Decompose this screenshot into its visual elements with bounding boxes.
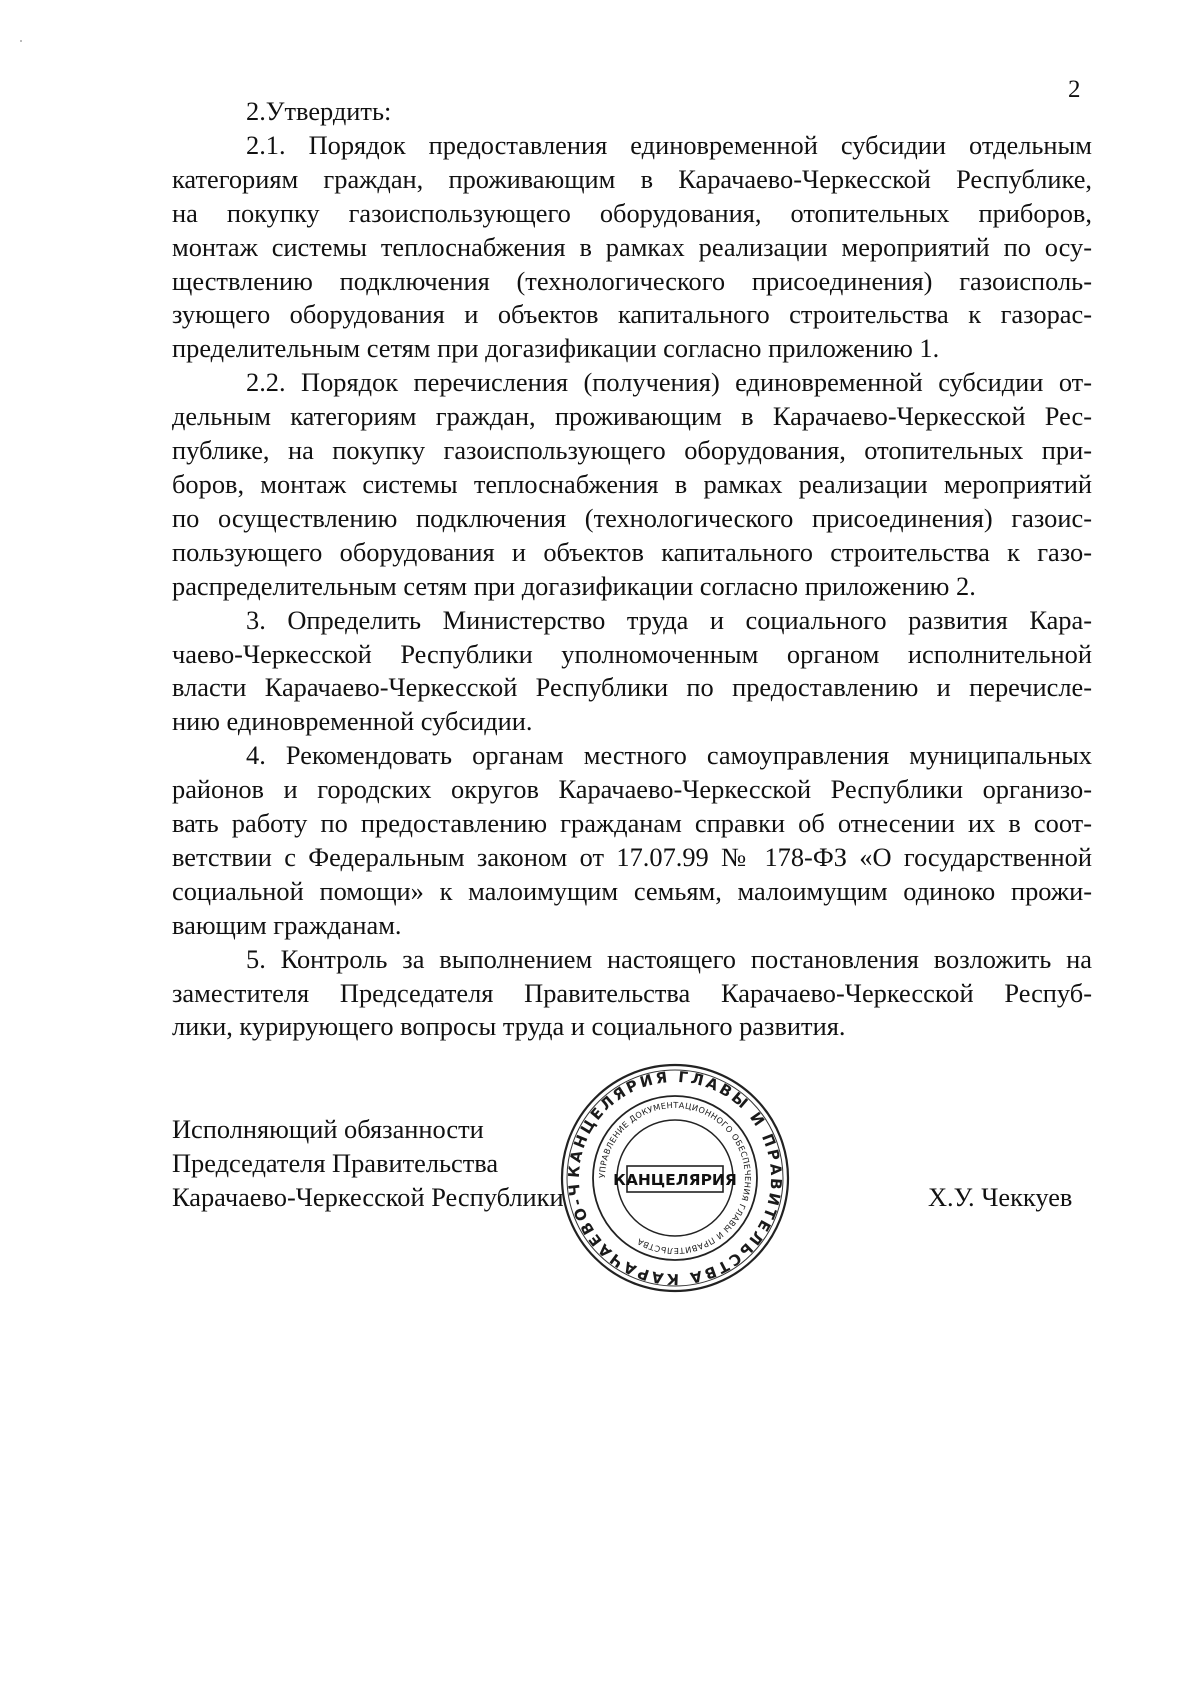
paragraph <box>172 129 1092 366</box>
paragraph-line: 5. Контроль за выполнением настоящего постановления возложить на <box>246 943 1092 974</box>
paragraph-line: категориям граждан, проживающим в Карачаево-Черкесской Республике, <box>172 163 1092 194</box>
paragraph-line: распределительным сетям при догазификации согласно приложению 2. <box>172 570 976 601</box>
paragraph-line: 3. Определить Министерство труда и социального развития Кара- <box>246 604 1092 635</box>
paragraph-line: 4. Рекомендовать органам местного самоуправления муниципальных <box>246 740 1092 771</box>
signatory-position <box>172 1112 564 1214</box>
paragraph <box>172 943 1092 1045</box>
paragraph-line: 2.Утвердить: <box>246 96 392 126</box>
paragraph-line: вающим гражданам. <box>172 909 402 940</box>
paragraph-line: нию единовременной субсидии. <box>172 706 533 737</box>
paragraph-line: по осуществлению подключения (технологического присоединения) газоис- <box>172 502 1092 533</box>
paragraph-line: ветствии с Федеральным законом от 17.07.99 № 178-ФЗ «О государственной <box>172 841 1092 872</box>
paragraph <box>172 366 1092 603</box>
paragraph-line: пределительным сетям при догазификации согласно приложению 1. <box>172 333 940 364</box>
document-body <box>172 95 1092 1044</box>
paragraph-line: пользующего оборудования и объектов капитального строительства к газо- <box>172 536 1092 567</box>
paragraph <box>172 95 1092 129</box>
paragraph-line: публике, на покупку газоиспользующего оборудования, отопительных при- <box>172 435 1092 466</box>
official-stamp <box>555 1058 795 1298</box>
paragraph-line: на покупку газоиспользующего оборудования, отопительных приборов, <box>172 197 1092 228</box>
paragraph-line: заместителя Председателя Правительства Карачаево-Черкесской Респуб- <box>172 977 1092 1008</box>
paragraph-line: власти Карачаево-Черкесской Республики по предоставлению и перечисле- <box>172 672 1092 703</box>
signatory-name: Х.У. Чеккуев <box>928 1182 1073 1212</box>
paragraph-line: вать работу по предоставлению гражданам справки об отнесении их в соот- <box>172 808 1092 839</box>
paragraph-line: социальной помощи» к малоимущим семьям, малоимущим одиноко прожи- <box>172 875 1092 906</box>
paragraph-line: 2.1. Порядок предоставления единовременной субсидии отдельным <box>246 129 1092 160</box>
signatory-position-line: Исполняющий обязанности <box>172 1114 484 1144</box>
paragraph-line: дельным категориям граждан, проживающим в Карачаево-Черкесской Рес- <box>172 401 1092 432</box>
paragraph-line: чаево-Черкесской Республики уполномоченным органом исполнительной <box>172 638 1092 669</box>
svg-text:КАНЦЕЛЯРИЯ: КАНЦЕЛЯРИЯ <box>613 1171 737 1189</box>
paragraph-line: лики, курирующего вопросы труда и социального развития. <box>172 1011 846 1042</box>
paragraph-line: зующего оборудования и объектов капитального строительства к газорас- <box>172 299 1092 330</box>
paragraph-line: районов и городских округов Карачаево-Черкесской Республики организо- <box>172 774 1092 805</box>
stamp-seal-icon <box>555 1058 795 1298</box>
svg-text:КАНЦЕЛЯРИЯ ГЛАВЫ И ПРАВИТЕЛЬСТ: КАНЦЕЛЯРИЯ ГЛАВЫ И ПРАВИТЕЛЬСТВА КАРАЧАЕВО-Ч <box>564 1067 786 1289</box>
svg-text:УПРАВЛЕНИЕ ДОКУМЕНТАЦИОННОГО О: УПРАВЛЕНИЕ ДОКУМЕНТАЦИОННОГО ОБЕСПЕЧЕНИЯ ГЛАВЫ И ПРАВИТЕЛЬСТВА <box>596 1099 754 1257</box>
paragraph-line: ществлению подключения (технологического присоединения) газоисполь- <box>172 265 1092 296</box>
paragraph <box>172 604 1092 740</box>
paragraph-line: боров, монтаж системы теплоснабжения в рамках реализации мероприятий <box>172 468 1092 499</box>
page-number: 2 <box>1068 76 1081 103</box>
signatory-position-line: Карачаево-Черкесской Республики <box>172 1182 564 1212</box>
scan-artifact <box>20 40 22 42</box>
paragraph-line: монтаж системы теплоснабжения в рамках реализации мероприятий по осу- <box>172 231 1092 262</box>
signatory-position-line: Председателя Правительства <box>172 1148 499 1178</box>
paragraph <box>172 739 1092 942</box>
paragraph-line: 2.2. Порядок перечисления (получения) единовременной субсидии от- <box>246 367 1092 398</box>
